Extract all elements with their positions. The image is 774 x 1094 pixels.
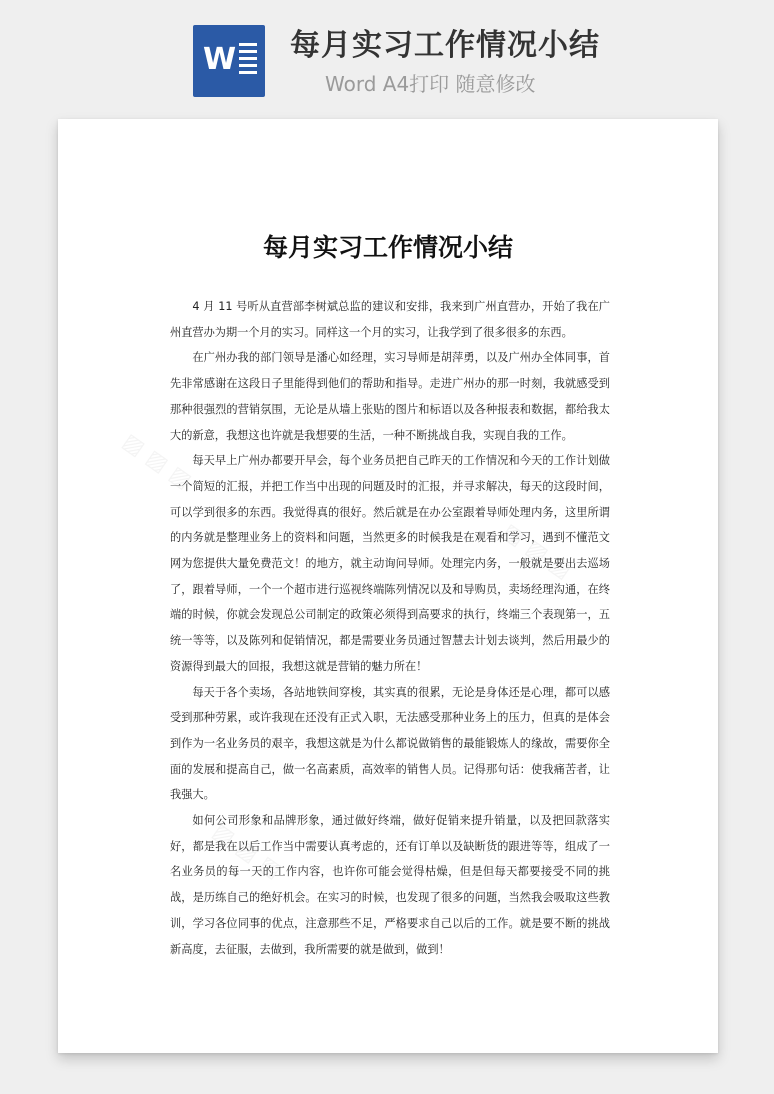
header-title: 每月实习工作情况小结 — [290, 28, 600, 63]
word-icon-lines — [239, 43, 257, 78]
paragraph: 每天于各个卖场，各站地铁间穿梭，其实真的很累，无论是身体还是心理，都可以感受到那种劳累，或许我现在还没有正式入职，无法感受那种业务上的压力，但真的是体会到作为一名业务员的艰辛，我想这就是为什么都说做销售的最能锻炼人的缘故，需要你全面的发展和提高自己，做一名高素质，高效率的销售人员。记得那句话：使我痛苦者，让我强大。 — [170, 685, 610, 802]
paragraph: 在广州办我的部门领导是潘心如经理，实习导师是胡萍勇，以及广州办全体同事，首先非常感谢在这段日子里能得到他们的帮助和指导。走进广州办的那一时刻，我就感受到那种很强烈的营销氛围，无论是从墙上张贴的图片和标语以及各种报表和数据，都给我太大的新意，我想这也许就是我想要的生活，一种不断挑战自我，实现自我的工作。 — [170, 351, 610, 442]
word-icon-letter: W — [203, 42, 237, 77]
header-banner — [0, 0, 774, 110]
document-body — [170, 294, 610, 962]
paragraph: 4 月 11 号听从直营部李树斌总监的建议和安排，我来到广州直营办，开始了我在广州直营办为期一个月的实习。同样这一个月的实习，让我学到了很多很多的东西。 — [170, 300, 610, 339]
document-page — [58, 119, 718, 1053]
header-subtitle: Word A4打印 随意修改 — [325, 72, 536, 96]
document-title: 每月实习工作情况小结 — [262, 233, 513, 262]
word-document-icon — [193, 25, 265, 97]
paragraph: 如何公司形象和品牌形象，通过做好终端，做好促销来提升销量，以及把回款落实好，都是我在以后工作当中需要认真考虑的，还有订单以及缺断货的跟进等等，组成了一名业务员的每一天的工作内容，也许你可能会觉得枯燥，但是但每天都要接受不同的挑战，是历练自己的绝好机会。在实习的时候，也发现了很多的问题，当然我会吸取这些教训，学习各位同事的优点，注意那些不足，严格要求自己以后的工作。就是要不断的挑战新高度，去征服，去做到，我所需要的就是做到，做到！ — [170, 814, 610, 956]
watermark: ▨ ▨ ▨ — [207, 818, 286, 885]
paragraph: 每天早上广州办都要开早会，每个业务员把自己昨天的工作情况和今天的工作计划做一个简短的汇报，并把工作当中出现的问题及时的汇报，并寻求解决，每天的这段时间，可以学到很多的东西。我觉得真的很好。然后就是在办公室跟着导师处理内务，这里所谓的内务就是整理业务上的资料和问题，当然更多的时候我是在观看和学习，遇到不懂范文网为您提供大量免费范文！的地方，就主动询问导师。处理完内务，一般就是要出去巡场了，跟着导师，一个一个超市进行巡视终端陈列情况以及和导购员，卖场经理沟通，在终端的时候，你就会发现总公司制定的政策必须得到高要求的执行，终端三个表现第一，五统一等等，以及陈列和促销情况，都是需要业务员通过智慧去计划去谈判，然后用最少的资源得到最大的回报，我想这就是营销的魅力所在！ — [170, 454, 610, 673]
watermark: ▨ ▨ ▨ — [117, 428, 196, 495]
watermark: ▨ ▨ ▨ — [497, 518, 576, 585]
